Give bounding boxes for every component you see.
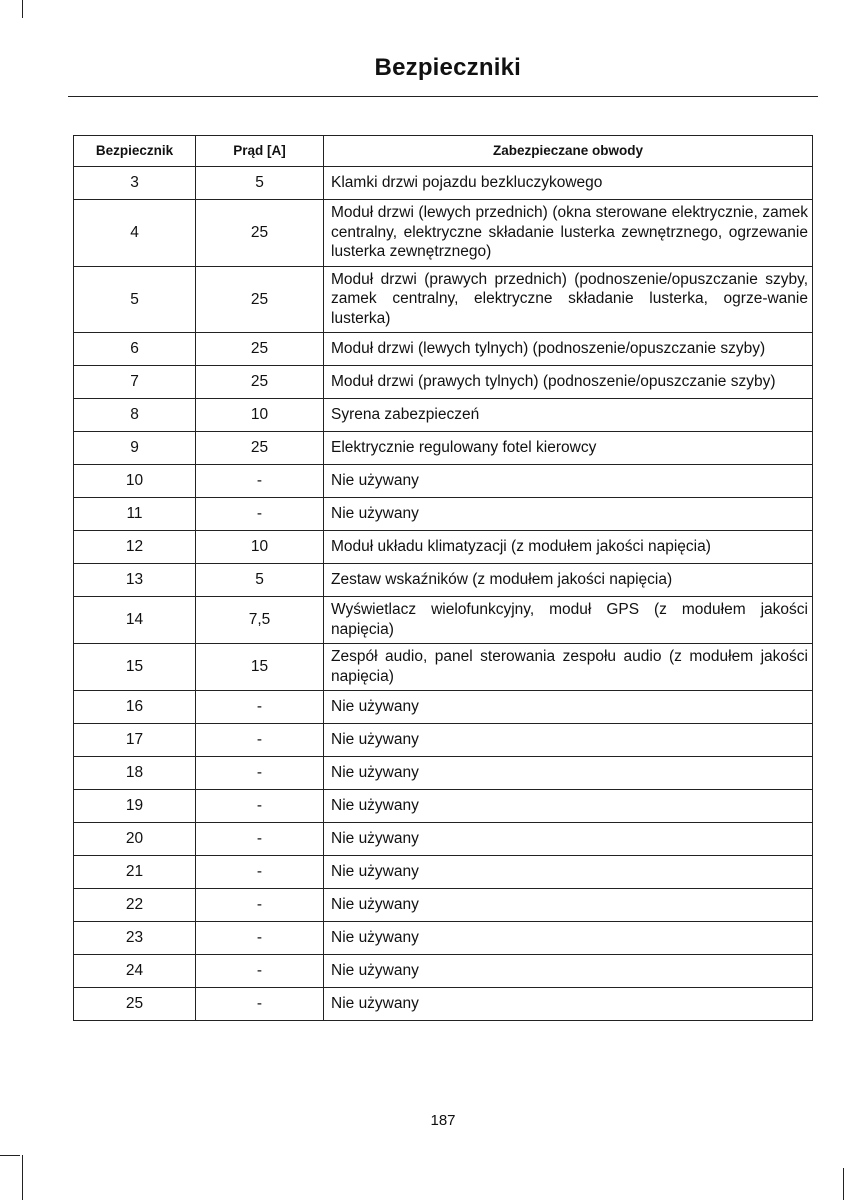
fuse-number: 22 <box>74 889 196 922</box>
table-row <box>74 691 813 724</box>
table-row <box>74 564 813 597</box>
fuse-circuits: Klamki drzwi pojazdu bezkluczykowego <box>324 167 813 200</box>
table-row <box>74 333 813 366</box>
fuse-number: 19 <box>74 790 196 823</box>
fuse-number: 24 <box>74 955 196 988</box>
fuse-circuits: Nie używany <box>324 889 813 922</box>
fuse-circuits: Nie używany <box>324 757 813 790</box>
table-row <box>74 200 813 267</box>
header-fuse: Bezpiecznik <box>74 136 196 167</box>
fuse-current: - <box>196 465 324 498</box>
fuse-circuits: Wyświetlacz wielofunkcyjny, moduł GPS (z modułem jakości napięcia) <box>324 597 813 644</box>
table-row <box>74 432 813 465</box>
fuse-number: 6 <box>74 333 196 366</box>
table-row <box>74 597 813 644</box>
fuse-number: 23 <box>74 922 196 955</box>
fuse-number: 7 <box>74 366 196 399</box>
fuse-number: 14 <box>74 597 196 644</box>
table-row <box>74 531 813 564</box>
title-rule <box>68 96 818 97</box>
fuse-table <box>73 135 813 1021</box>
fuse-current: - <box>196 922 324 955</box>
fuse-number: 17 <box>74 724 196 757</box>
fuse-current: - <box>196 823 324 856</box>
fuse-current: - <box>196 757 324 790</box>
fuse-current: 7,5 <box>196 597 324 644</box>
fuse-current: - <box>196 889 324 922</box>
table-row <box>74 757 813 790</box>
table-row <box>74 724 813 757</box>
fuse-number: 5 <box>74 266 196 333</box>
fuse-circuits: Moduł układu klimatyzacji (z modułem jakości napięcia) <box>324 531 813 564</box>
table-row <box>74 988 813 1021</box>
fuse-current: - <box>196 955 324 988</box>
fuse-current: - <box>196 724 324 757</box>
crop-mark-bottom-left-vertical <box>22 1155 23 1200</box>
header-current: Prąd [A] <box>196 136 324 167</box>
table-row <box>74 856 813 889</box>
fuse-circuits: Nie używany <box>324 823 813 856</box>
fuse-number: 12 <box>74 531 196 564</box>
page-title: Bezpieczniki <box>374 54 521 81</box>
table-row <box>74 366 813 399</box>
fuse-number: 4 <box>74 200 196 267</box>
fuse-current: - <box>196 498 324 531</box>
table-row <box>74 465 813 498</box>
fuse-circuits: Moduł drzwi (lewych tylnych) (podnoszenie/opuszczanie szyby) <box>324 333 813 366</box>
fuse-table-body <box>74 167 813 1021</box>
table-row <box>74 922 813 955</box>
fuse-current: 5 <box>196 564 324 597</box>
fuse-number: 16 <box>74 691 196 724</box>
fuse-number: 21 <box>74 856 196 889</box>
table-row <box>74 889 813 922</box>
fuse-current: 25 <box>196 200 324 267</box>
fuse-current: 25 <box>196 432 324 465</box>
table-row <box>74 498 813 531</box>
fuse-number: 8 <box>74 399 196 432</box>
page-number: 187 <box>430 1112 456 1129</box>
fuse-current: 25 <box>196 333 324 366</box>
table-row <box>74 955 813 988</box>
fuse-number: 11 <box>74 498 196 531</box>
fuse-circuits: Zestaw wskaźników (z modułem jakości napięcia) <box>324 564 813 597</box>
fuse-current: 25 <box>196 366 324 399</box>
table-row <box>74 167 813 200</box>
crop-mark-bottom-right <box>843 1168 844 1200</box>
fuse-circuits: Moduł drzwi (lewych przednich) (okna sterowane elektrycznie, zamek centralny, elektryczne składanie lusterka zewnętrznego, ogrzewanie lusterka zewnętrznego) <box>324 200 813 267</box>
fuse-circuits: Moduł drzwi (prawych przednich) (podnoszenie/opuszczanie szyby, zamek centralny, elektryczne składanie lusterka, ogrze-wanie lusterka) <box>324 266 813 333</box>
table-row <box>74 644 813 691</box>
crop-mark-bottom-left-horizontal <box>0 1155 20 1156</box>
fuse-circuits: Syrena zabezpieczeń <box>324 399 813 432</box>
fuse-current: 5 <box>196 167 324 200</box>
fuse-circuits: Moduł drzwi (prawych tylnych) (podnoszenie/opuszczanie szyby) <box>324 366 813 399</box>
fuse-circuits: Nie używany <box>324 691 813 724</box>
fuse-number: 13 <box>74 564 196 597</box>
fuse-current: - <box>196 691 324 724</box>
table-row <box>74 790 813 823</box>
table-row <box>74 266 813 333</box>
fuse-number: 20 <box>74 823 196 856</box>
fuse-circuits: Nie używany <box>324 498 813 531</box>
fuse-circuits: Nie używany <box>324 856 813 889</box>
fuse-current: - <box>196 988 324 1021</box>
fuse-circuits: Nie używany <box>324 955 813 988</box>
fuse-current: 25 <box>196 266 324 333</box>
fuse-circuits: Nie używany <box>324 724 813 757</box>
table-header-row <box>74 136 813 167</box>
fuse-current: - <box>196 790 324 823</box>
crop-mark-top-left <box>22 0 23 18</box>
header-circuits: Zabezpieczane obwody <box>324 136 813 167</box>
fuse-current: - <box>196 856 324 889</box>
table-row <box>74 399 813 432</box>
fuse-current: 10 <box>196 531 324 564</box>
fuse-circuits: Nie używany <box>324 922 813 955</box>
fuse-current: 10 <box>196 399 324 432</box>
fuse-number: 3 <box>74 167 196 200</box>
table-row <box>74 823 813 856</box>
fuse-circuits: Nie używany <box>324 465 813 498</box>
fuse-number: 18 <box>74 757 196 790</box>
fuse-circuits: Nie używany <box>324 988 813 1021</box>
fuse-circuits: Nie używany <box>324 790 813 823</box>
fuse-circuits: Elektrycznie regulowany fotel kierowcy <box>324 432 813 465</box>
fuse-number: 10 <box>74 465 196 498</box>
fuse-number: 25 <box>74 988 196 1021</box>
fuse-circuits: Zespół audio, panel sterowania zespołu audio (z modułem jakości napięcia) <box>324 644 813 691</box>
fuse-number: 9 <box>74 432 196 465</box>
fuse-number: 15 <box>74 644 196 691</box>
fuse-current: 15 <box>196 644 324 691</box>
